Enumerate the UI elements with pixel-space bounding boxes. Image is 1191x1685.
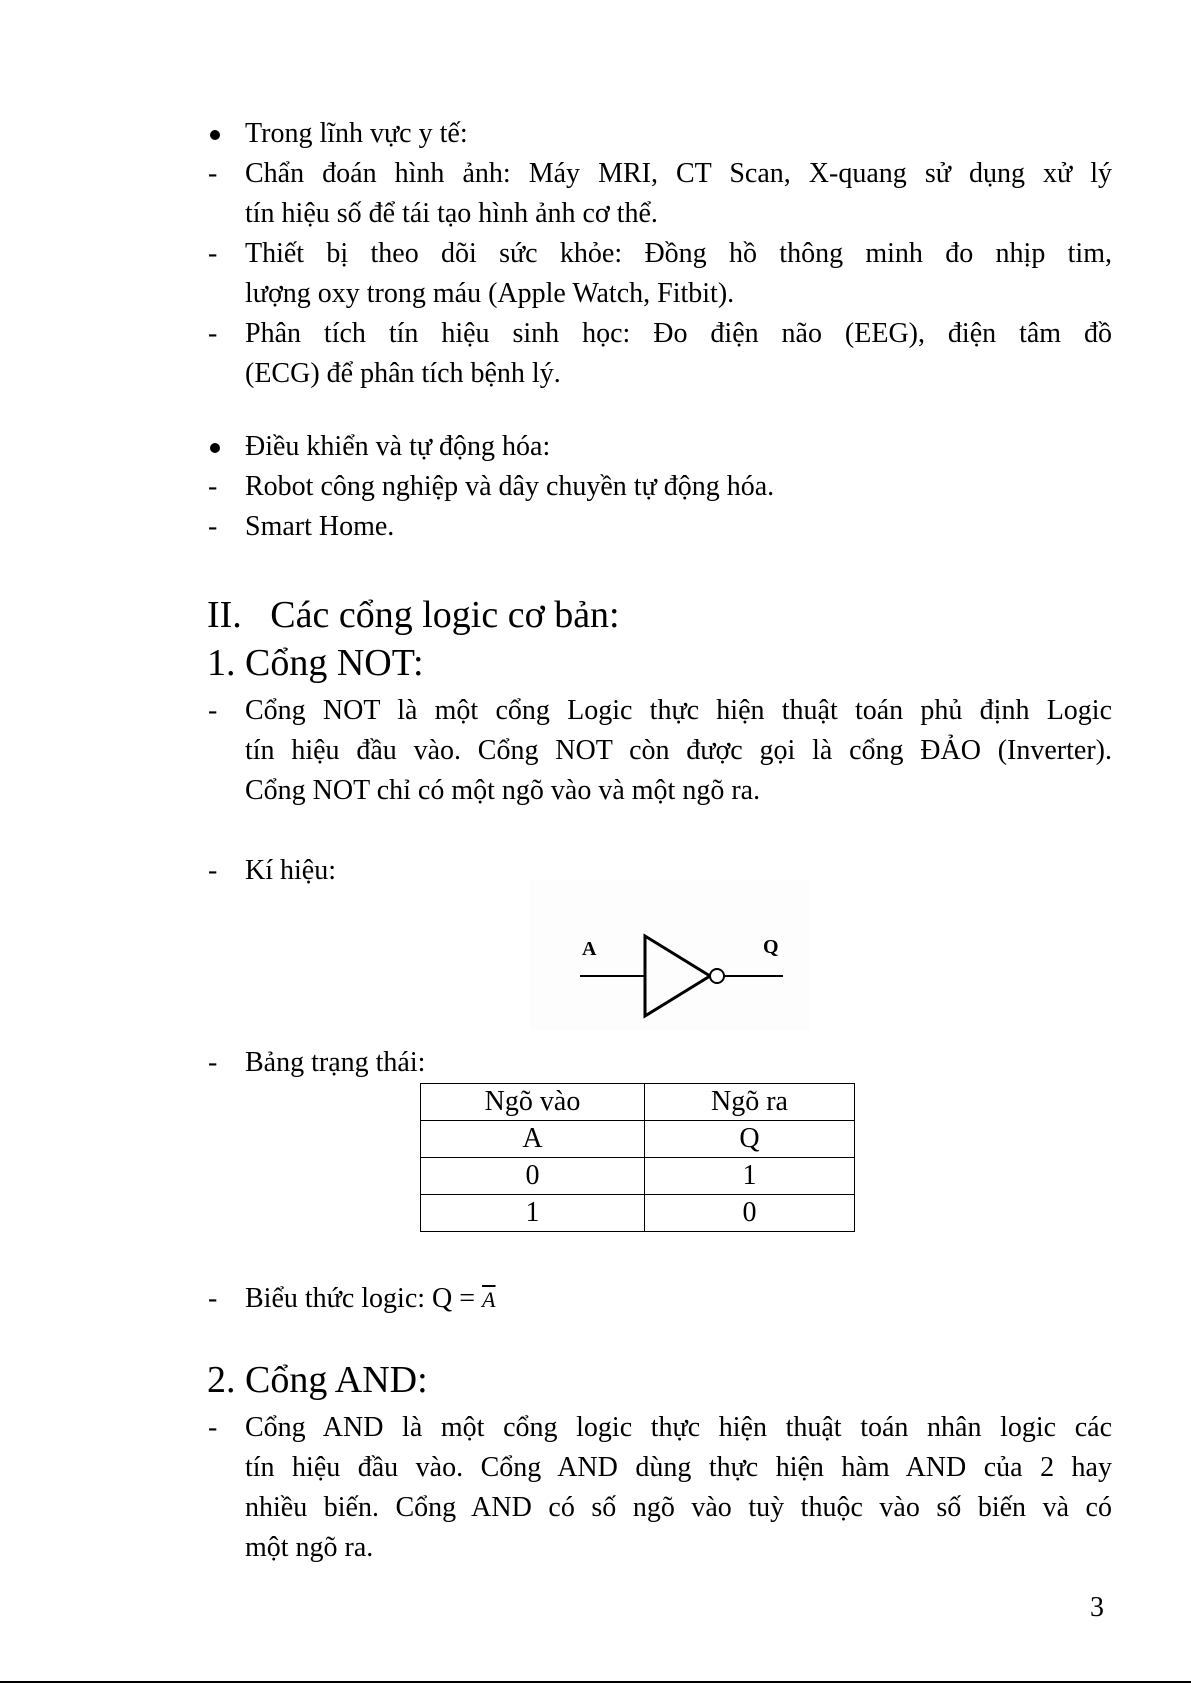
table-cell: 1 bbox=[645, 1158, 855, 1195]
table-cell: 1 bbox=[421, 1195, 645, 1232]
not-gate-heading: 1. Cổng NOT: bbox=[207, 642, 424, 684]
table-row bbox=[421, 1195, 855, 1232]
automation-title: Điều khiển và tự động hóa: bbox=[245, 431, 551, 462]
table-cell: 0 bbox=[421, 1158, 645, 1195]
symbol-input-label: A bbox=[582, 938, 597, 960]
and-desc-line-2: tín hiệu đầu vào. Cổng AND dùng thực hiện hàm AND của 2 hay bbox=[245, 1452, 1112, 1483]
dash-marker: - bbox=[208, 1283, 218, 1314]
dash-marker: - bbox=[208, 318, 218, 349]
expression-label: Biểu thức logic: Q = bbox=[245, 1283, 483, 1314]
buffer-triangle bbox=[645, 936, 710, 1016]
dash-marker: - bbox=[208, 855, 218, 886]
table-row bbox=[421, 1121, 855, 1158]
dash-marker: - bbox=[208, 511, 218, 542]
and-desc-line-3: nhiều biến. Cổng AND có số ngõ vào tuỳ thuộc vào số biến và có bbox=[245, 1492, 1112, 1523]
medical-item-1-line-1: Chẩn đoán hình ảnh: Máy MRI, CT Scan, X-quang sử dụng xử lý bbox=[245, 158, 1112, 189]
table-cell: Q bbox=[645, 1121, 855, 1158]
expression-variable-complement: $\overline{A}$ bbox=[482, 1287, 496, 1312]
page-number: 3 bbox=[1090, 1592, 1104, 1623]
dash-marker: - bbox=[208, 471, 218, 502]
dash-marker: - bbox=[208, 158, 218, 189]
symbol-label: Kí hiệu: bbox=[245, 855, 336, 886]
table-header-cell: Ngõ ra bbox=[645, 1084, 855, 1121]
not-gate-symbol-figure bbox=[530, 880, 810, 1030]
dash-marker: - bbox=[208, 695, 218, 726]
footer-divider bbox=[0, 1681, 1191, 1683]
table-cell: 0 bbox=[645, 1195, 855, 1232]
not-truth-table bbox=[420, 1083, 855, 1232]
medical-item-2-line-1: Thiết bị theo dõi sức khỏe: Đồng hồ thông minh đo nhịp tim, bbox=[245, 238, 1112, 269]
not-desc-line-1: Cổng NOT là một cổng Logic thực hiện thuật toán phủ định Logic bbox=[245, 695, 1112, 726]
and-desc-line-4: một ngõ ra. bbox=[245, 1532, 374, 1563]
medical-item-2-line-2: lượng oxy trong máu (Apple Watch, Fitbit). bbox=[245, 278, 735, 309]
not-gate-symbol bbox=[530, 880, 810, 1030]
automation-item-2: Smart Home. bbox=[245, 511, 395, 542]
and-desc-line-1: Cổng AND là một cổng logic thực hiện thuật toán nhân logic các bbox=[245, 1412, 1112, 1443]
table-cell: A bbox=[421, 1121, 645, 1158]
logic-expression bbox=[245, 1279, 496, 1320]
medical-item-1-line-2: tín hiệu số để tái tạo hình ảnh cơ thể. bbox=[245, 198, 658, 229]
table-header-row bbox=[421, 1084, 855, 1121]
bullet-icon bbox=[210, 443, 220, 453]
not-desc-line-3: Cổng NOT chỉ có một ngõ vào và một ngõ ra. bbox=[245, 775, 761, 806]
dash-marker: - bbox=[208, 1047, 218, 1078]
bullet-icon bbox=[210, 130, 220, 140]
and-gate-heading: 2. Cổng AND: bbox=[207, 1359, 428, 1401]
table-row bbox=[421, 1158, 855, 1195]
dash-marker: - bbox=[208, 238, 218, 269]
medical-item-3-line-2: (ECG) để phân tích bệnh lý. bbox=[245, 358, 561, 389]
automation-item-1: Robot công nghiệp và dây chuyền tự động hóa. bbox=[245, 471, 775, 502]
dash-marker: - bbox=[208, 1412, 218, 1443]
not-desc-line-2: tín hiệu đầu vào. Cổng NOT còn được gọi là cổng ĐẢO (Inverter). bbox=[245, 735, 1112, 766]
inversion-bubble-icon bbox=[710, 969, 724, 983]
medical-item-3-line-1: Phân tích tín hiệu sinh học: Đo điện não (EEG), điện tâm đồ bbox=[245, 318, 1112, 349]
symbol-output-label: Q bbox=[763, 936, 779, 958]
table-header-cell: Ngõ vào bbox=[421, 1084, 645, 1121]
medical-title: Trong lĩnh vực y tế: bbox=[245, 118, 468, 149]
section-heading-logic-gates: II. Các cổng logic cơ bản: bbox=[207, 594, 620, 636]
truth-table-label: Bảng trạng thái: bbox=[245, 1047, 426, 1078]
